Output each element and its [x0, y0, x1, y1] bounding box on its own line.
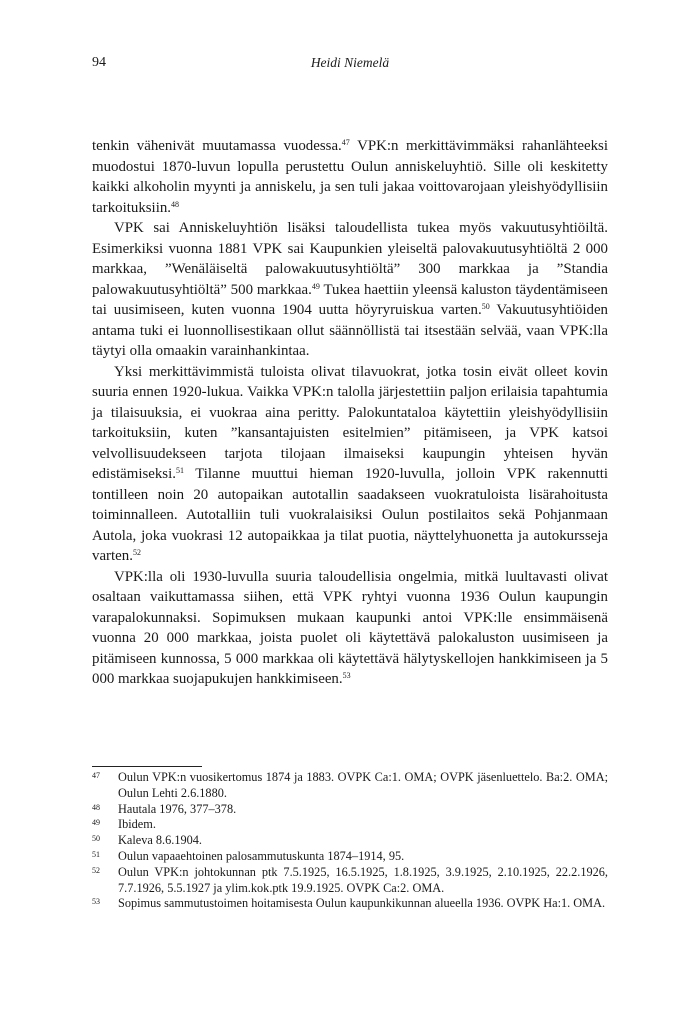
text-run: tenkin vähenivät muutamassa vuodessa.	[92, 138, 342, 154]
text-run: Tilanne muuttui hieman 1920-luvulla, jolloin VPK rakennutti tontilleen noin 20 autopaikan autotallin saadakseen vuokratuloista lisärahoitusta toiminnalleen. Autotalliin tuli vuokralaisiksi Oulun postilaitos sekä Pohjanmaan Autola, joka vuokrasi 12 autopaikkaa ja tilat puotia, näyttelyhuonetta ja autokursseja varten.	[92, 466, 608, 564]
footnote-number: 48	[92, 802, 100, 812]
footnote-text: Sopimus sammutustoimen hoitamisesta Oulun kaupunkikunnan alueella 1936. OVPK Ha:1. OMA.	[118, 896, 606, 911]
text-run: Vakuutusyhtiöiden antama tuki ei luonnollisestikaan ollut säännöllistä tai itsestään selvää, vaan VPK:lla täytyi olla omaakin varainhankintaa.	[92, 302, 608, 359]
footnote	[92, 896, 608, 912]
footnote-number: 53	[92, 897, 100, 907]
footnote-number: 51	[92, 849, 100, 859]
footnote-reference: 50	[481, 302, 490, 311]
footnote-reference: 51	[175, 466, 184, 475]
running-head: Heidi Niemelä	[310, 55, 390, 70]
footnote	[92, 817, 608, 833]
text-run: Yksi merkittävimmistä tuloista olivat tilavuokrat, jotka tosin eivät olleet kovin suuria ennen 1920-lukua. Vaikka VPK:n talolla järjestettiin paljon erilaisia tapahtumia ja tilaisuuksia, ei vuokraa aina peritty. Palokuntataloa käytettiin yleishyödyllisiin tarkoituksiin, kuten ”kansantajuisten esitelmien” pitämiseen, ja VPK katsoi velvollisuudekseen tarjota tilojaan ilmaiseksi kaupungin yhteisen hyvän edistämiseksi.	[92, 363, 608, 482]
footnote-reference: 49	[311, 281, 320, 291]
text-run: Tukea haettiin yleensä kaluston täydentämiseen tai uusimiseen, kuten vuonna 1904 uutta höyryruiskua varten.	[92, 281, 608, 318]
footnote-number: 47	[92, 771, 100, 780]
footnote-divider	[92, 766, 202, 767]
footnote-reference: 52	[132, 548, 141, 557]
footnote-reference: 48	[171, 199, 179, 209]
text-run: VPK sai Anniskeluyhtiön lisäksi taloudellista tukea myös vakuutusyhtiöiltä. Esimerkiksi vuonna 1881 VPK sai Kaupunkien yleiseltä palovakuutusyhtiöltä 2 000 markkaa, ”Wenäläiseltä palowakuutusyhtiöltä” 300 markkaa ja ”Standia palowakuutusyhtiöltä” 500 markkaa.	[92, 220, 608, 298]
text-run: VPK:lla oli 1930-luvulla suuria taloudellisia ongelmia, mitkä luultavasti olivat osaltaan vaikuttamassa siihen, että VPK ryhtyi vuonna 1936 Oulun kaupungin varapalokunnaksi. Sopimuksen mukaan kaupunki antoi VPK:lle ensimmäisenä vuonna 20 000 markkaa, joista puolet oli käytettävä palokaluston uusimiseen ja pitämiseen kunnossa, 5 000 markkaa oli käytettävä hälytyskellojen hankkimiseen ja 5 000 markkaa suojapukujen hankkimiseen.	[92, 568, 608, 687]
footnote-reference: 47	[341, 138, 350, 147]
body-text	[92, 136, 608, 690]
footnote-number: 52	[92, 865, 100, 875]
paragraph	[92, 218, 608, 362]
paragraph	[92, 136, 608, 218]
footnote-reference: 53	[342, 671, 351, 680]
footnote-number: 49	[92, 818, 100, 828]
footnote	[92, 849, 608, 865]
footnote	[92, 802, 608, 818]
footnote-text: Hautala 1976, 377–378.	[118, 801, 237, 816]
page-header	[92, 55, 608, 75]
footnotes	[92, 770, 608, 912]
footnote	[92, 833, 608, 849]
footnote-text: Oulun VPK:n vuosikertomus 1874 ja 1883. OVPK Ca:1. OMA; OVPK jäsenluettelo. Ba:2. OMA; Oulun Lehti 2.6.1880.	[118, 770, 608, 800]
footnote	[92, 770, 608, 802]
footnote-number: 50	[92, 834, 100, 844]
text-run: VPK:n merkittävimmäksi rahanlähteeksi muodostui 1870-luvun lopulla perustettu Oulun anniskeluyhtiö. Sille oli keskitetty kaikki alkoholin myynti ja anniskelu, ja sen tuli jakaa voittovarojaan yleishyödyllisiin tarkoituksiin.	[92, 138, 608, 216]
footnote-text: Kaleva 8.6.1904.	[118, 833, 203, 848]
footnote-text: Ibidem.	[118, 817, 156, 832]
footnote-text: Oulun vapaaehtoinen palosammutuskunta 1874–1914, 95.	[118, 848, 405, 863]
footnote	[92, 865, 608, 897]
paragraph	[92, 567, 608, 690]
page-number: 94	[92, 55, 106, 70]
footnote-text: Oulun VPK:n johtokunnan ptk 7.5.1925, 16.5.1925, 1.8.1925, 3.9.1925, 2.10.1925, 22.2.1926, 7.7.1926, 5.5.1927 ja ylim.kok.ptk 19.9.1925. OVPK Ca:2. OMA.	[118, 864, 608, 895]
paragraph	[92, 362, 608, 567]
